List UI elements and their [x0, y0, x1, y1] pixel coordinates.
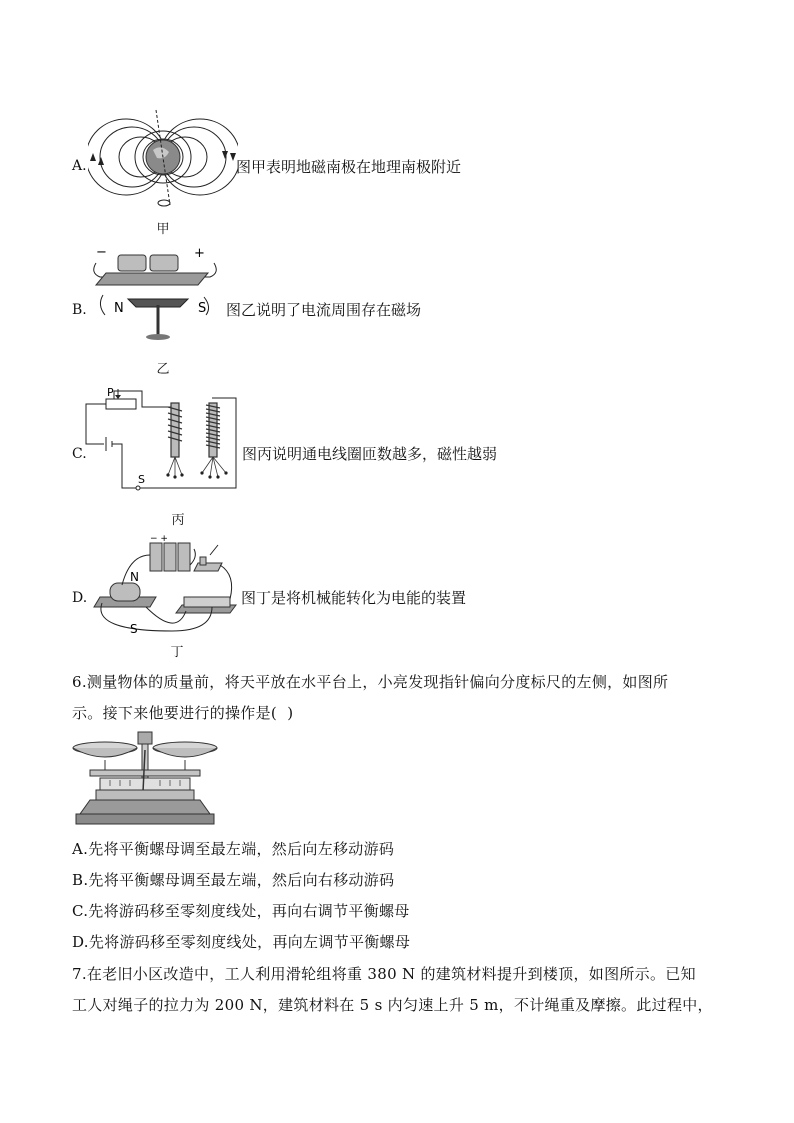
q6-option-c: C.先将游码移至零刻度线处，再向右调节平衡螺母: [72, 902, 410, 920]
option-b-text: 图乙说明了电流周围存在磁场: [226, 301, 422, 319]
option-b-letter: B.: [72, 302, 87, 318]
option-d-letter: D.: [72, 590, 88, 606]
figure-caption-bing: 丙: [171, 513, 185, 528]
magnet-s-label: S: [130, 622, 138, 636]
oersted-experiment-figure: [88, 243, 228, 345]
needle-n-label: N: [114, 301, 124, 316]
option-d-text: 图丁是将机械能转化为电能的装置: [241, 589, 467, 607]
earth-magnetic-field-figure: [88, 95, 238, 215]
q7-stem-line1: 7.在老旧小区改造中，工人利用滑轮组将重 380 N 的建筑材料提升到楼顶，如图所示。已知: [72, 965, 696, 983]
battery-minus-label: −: [96, 245, 107, 260]
switch-s-label: S: [138, 473, 145, 486]
q6-stem-line2: 示。接下来他要进行的操作是( ): [72, 704, 294, 722]
electromagnet-coils-figure: [84, 383, 240, 499]
q7-stem-line2: 工人对绳子的拉力为 200 N，建筑材料在 5 s 内匀速上升 5 m，不计绳重及摩擦。此过程中，: [72, 996, 713, 1014]
option-a-letter: A.: [72, 158, 87, 174]
figure-caption-ding: 丁: [170, 645, 184, 660]
balance-scale-figure: [70, 730, 220, 828]
magnet-n-label: N: [130, 570, 139, 584]
figure-caption-yi: 乙: [156, 362, 170, 377]
battery-plus-label: +: [194, 246, 205, 261]
q6-option-d: D.先将游码移至零刻度线处，再向左调节平衡螺母: [72, 933, 411, 951]
q6-option-b: B.先将平衡螺母调至最左端，然后向右移动游码: [72, 871, 395, 889]
q6-stem-line1: 6.测量物体的质量前，将天平放在水平台上，小亮发现指针偏向分度标尺的左侧，如图所: [72, 673, 669, 691]
svg-text:− +: − +: [150, 535, 168, 544]
motor-device-figure: [90, 535, 240, 639]
figure-caption-jia: 甲: [156, 222, 170, 237]
option-c-text: 图丙说明通电线圈匝数越多，磁性越弱: [242, 445, 498, 463]
option-c-letter: C.: [72, 446, 87, 462]
option-a-text: 图甲表明地磁南极在地理南极附近: [236, 158, 462, 176]
rheostat-p-label: P: [107, 386, 114, 399]
needle-s-label: S: [198, 301, 207, 316]
q6-option-a: A.先将平衡螺母调至最左端，然后向左移动游码: [72, 840, 395, 858]
